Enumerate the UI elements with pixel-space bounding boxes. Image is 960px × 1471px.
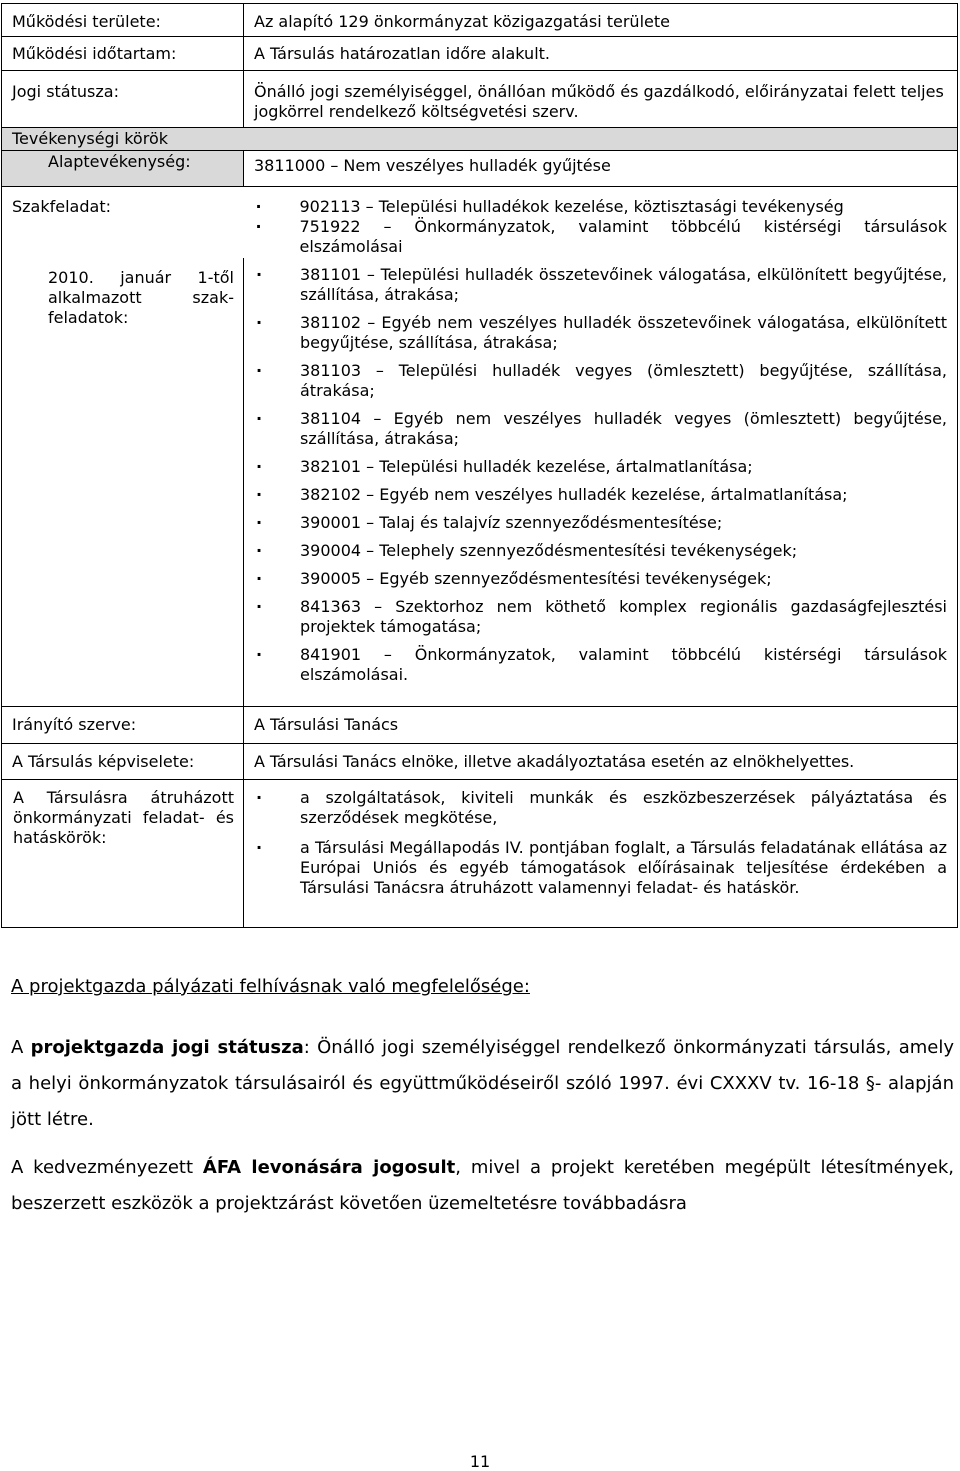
text: A kedvezményezett (11, 1157, 203, 1178)
bullet-list (256, 265, 947, 685)
row-label: A Társulás képviselete: (2, 744, 244, 780)
bold-text: ÁFA levonására jogosult (202, 1157, 456, 1178)
row-value (244, 187, 958, 259)
row-value: Az alapító 129 önkormányzat közigazgatási területe (244, 4, 958, 37)
table-row (2, 128, 958, 151)
row-value (244, 780, 958, 928)
text: , mivel a projekt keretében megépült létesítmények, beszerzett eszközök a projektzárást követően üzemeltetésre továbbadásra (11, 1157, 954, 1214)
row-value: A Társulási Tanács (244, 707, 958, 744)
list-item: · 381103 – Települési hulladék vegyes (ömlesztett) begyűjtése, szállítása, átrakása; (256, 361, 947, 401)
info-table (1, 3, 958, 928)
bullet-list (256, 788, 947, 898)
text: : Önálló jogi személyiséggel rendelkező önkormányzati társulás, amely a helyi önkormányzatok társulásairól és együttműködéseiről szóló 1997. évi CXXXV tv. 16-18 §- alapján jött létre. (11, 1037, 954, 1130)
row-label: Működési területe: (2, 4, 244, 37)
label-text: 2010. január 1-től alkalmazott szak-feladatok: (48, 268, 234, 327)
list-item: · a Társulási Megállapodás IV. pontjában foglalt, a Társulás feladatának ellátása az Európai Uniós és egyéb támogatások előírásainak teljesítése érdekében a Társulási Tanácsra átruházott valamennyi feladat- és hatáskör. (256, 838, 947, 898)
row-label: Alaptevékenység: (2, 151, 244, 187)
paragraph-vat (11, 1150, 954, 1222)
paragraph-legal-status (11, 1030, 954, 1138)
list-item: · 841901 – Önkormányzatok, valamint többcélú kistérségi társulások elszámolásai. (256, 645, 947, 685)
list-item: · 390004 – Telephely szennyeződésmentesítési tevékenységek; (256, 541, 947, 561)
list-item: · 390001 – Talaj és talajvíz szennyeződésmentesítése; (256, 513, 947, 533)
list-item: · 382101 – Települési hulladék kezelése, ártalmatlanítása; (256, 457, 947, 477)
row-label: Irányító szerve: (2, 707, 244, 744)
text: A (11, 1037, 31, 1058)
section-heading: A projektgazda pályázati felhívásnak való megfelelősége: (11, 976, 530, 997)
bold-text: projektgazda jogi státusza (30, 1037, 304, 1058)
list-item: · 382102 – Egyéb nem veszélyes hulladék kezelése, ártalmatlanítása; (256, 485, 947, 505)
row-value (244, 258, 958, 707)
table-row (2, 37, 958, 71)
list-item: · 381102 – Egyéb nem veszélyes hulladék összetevőinek válogatása, elkülönített begyűjtése, szállítása, átrakása; (256, 313, 947, 353)
row-label (2, 780, 244, 928)
row-value: Önálló jogi személyiséggel, önállóan működő és gazdálkodó, előirányzatai felett teljes jogkörrel rendelkező költségvetési szerv. (244, 71, 958, 128)
page-number: 11 (469, 1452, 491, 1471)
list-item: · 381101 – Települési hulladék összetevőinek válogatása, elkülönített begyűjtése, szállítása, átrakása; (256, 265, 947, 305)
bullet-list (256, 197, 948, 257)
row-label: Jogi státusza: (2, 71, 244, 128)
table-row (2, 151, 958, 187)
row-label: Szakfeladat: (2, 187, 244, 259)
table-row (2, 707, 958, 744)
list-item: · 841363 – Szektorhoz nem köthető komplex regionális gazdaságfejlesztési projektek támogatása; (256, 597, 947, 637)
row-value: A Társulási Tanács elnöke, illetve akadályoztatása esetén az elnökhelyettes. (244, 744, 958, 780)
row-value: 3811000 – Nem veszélyes hulladék gyűjtése (244, 151, 958, 187)
table-row (2, 4, 958, 37)
list-item: · 390005 – Egyéb szennyeződésmentesítési tevékenységek; (256, 569, 947, 589)
list-item: · 902113 – Települési hulladékok kezelése, köztisztasági tevékenység (256, 197, 948, 217)
table-row (2, 780, 958, 928)
list-item: · 381104 – Egyéb nem veszélyes hulladék vegyes (ömlesztett) begyűjtése, szállítása, átrakása; (256, 409, 947, 449)
row-value: A Társulás határozatlan időre alakult. (244, 37, 958, 71)
table-row (2, 744, 958, 780)
list-item: · a szolgáltatások, kiviteli munkák és eszközbeszerzések pályáztatása és szerződések megkötése, (256, 788, 947, 828)
table-row (2, 187, 958, 259)
label-text: A Társulásra átruházott önkormányzati feladat- és hatáskörök: (13, 788, 234, 847)
section-heading: Tevékenységi körök (2, 128, 958, 151)
list-item: · 751922 – Önkormányzatok, valamint többcélú kistérségi társulások elszámolásai (256, 217, 948, 257)
table-row (2, 258, 958, 707)
table-row (2, 71, 958, 128)
row-label: Működési időtartam: (2, 37, 244, 71)
row-label (2, 258, 244, 707)
